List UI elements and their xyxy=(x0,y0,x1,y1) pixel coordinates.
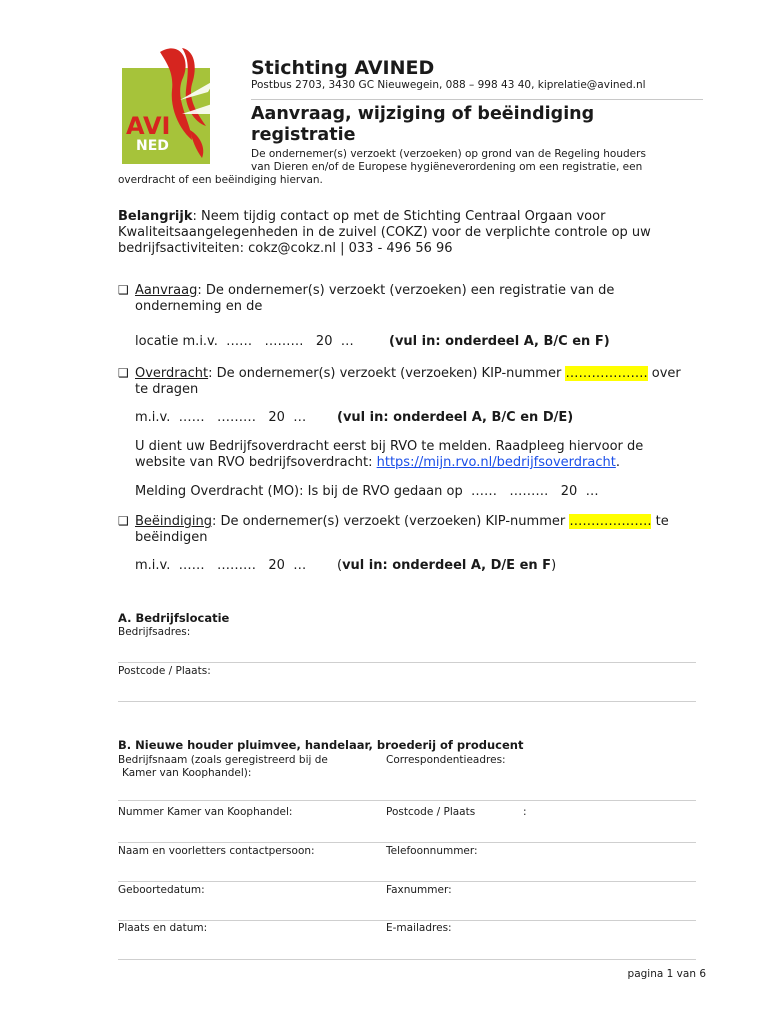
aanvraag-date: locatie m.i.v. …… ……… 20 … xyxy=(135,334,354,349)
bedrijfsnaam-field[interactable] xyxy=(118,800,696,801)
beeindiging-checkbox[interactable]: ❑ xyxy=(118,514,129,528)
correspondentieadres-label: Correspondentieadres: xyxy=(386,754,506,766)
beeindiging-text-2: beëindigen xyxy=(135,530,208,545)
beeindiging-fill-text: vul in: onderdeel A, D/E en F xyxy=(342,558,552,573)
intro-line-2: van Dieren en/of de Europese hygiëneverordening om een registratie, een xyxy=(251,161,643,173)
page-number: pagina 1 van 6 xyxy=(627,968,706,980)
overdracht-checkbox[interactable]: ❑ xyxy=(118,366,129,380)
bedrijfsadres-label: Bedrijfsadres: xyxy=(118,626,191,638)
section-b-heading: B. Nieuwe houder pluimvee, handelaar, broederij of producent xyxy=(118,738,524,752)
page-title: Aanvraag, wijziging of beëindiging registratie xyxy=(251,104,595,145)
beeindiging-date: m.i.v. …… ……… 20 … xyxy=(135,558,307,573)
beeindiging-kip-field[interactable]: ………………. xyxy=(569,514,652,529)
kvk-field[interactable] xyxy=(118,842,696,843)
fax-label: Faxnummer: xyxy=(386,884,452,896)
beeindiging-text-1: : De ondernemer(s) verzoekt (verzoeken) KIP-nummer xyxy=(211,514,566,529)
fill-paren-close: ) xyxy=(551,558,557,573)
intro-line-3: overdracht of een beëindiging hiervan. xyxy=(118,174,323,186)
postcode-colon: : xyxy=(523,806,527,818)
postcode-plaats-label: Postcode / Plaats: xyxy=(118,665,211,677)
postcode-plaats-b-label: Postcode / Plaats xyxy=(386,806,476,818)
bedrijfsnaam-label-cont: Kamer van Koophandel): xyxy=(122,767,252,779)
aanvraag-checkbox[interactable]: ❑ xyxy=(118,283,129,297)
intro-line-1: De ondernemer(s) verzoekt (verzoeken) op grond van de Regeling houders xyxy=(251,148,646,160)
aanvraag-fill-note: (vul in: onderdeel A, B/C en F) xyxy=(389,334,610,349)
beeindiging-text-after: te xyxy=(655,514,669,529)
overdracht-kip-field[interactable]: ………………. xyxy=(565,366,648,381)
plaats-datum-label: Plaats en datum: xyxy=(118,922,208,934)
rvo-text-2: website van RVO bedrijfsoverdracht: xyxy=(135,455,377,470)
rvo-text-1: U dient uw Bedrijfsoverdracht eerst bij RVO te melden. Raadpleeg hiervoor de xyxy=(135,439,644,454)
contactpersoon-field[interactable] xyxy=(118,881,696,882)
bedrijfsnaam-label: Bedrijfsnaam (zoals geregistreerd bij de xyxy=(118,754,328,766)
overdracht-date: m.i.v. …… ……… 20 … xyxy=(135,410,307,425)
overdracht-text-1: : De ondernemer(s) verzoekt (verzoeken) KIP-nummer xyxy=(208,366,562,381)
geboortedatum-label: Geboortedatum: xyxy=(118,884,205,896)
rvo-text-end: . xyxy=(615,455,620,470)
plaats-datum-field[interactable] xyxy=(118,959,696,960)
org-name: Stichting AVINED xyxy=(251,57,435,79)
logo-text-top: AVI xyxy=(126,112,171,140)
postcode-plaats-field[interactable] xyxy=(118,701,696,702)
logo-text-bottom: NED xyxy=(136,138,169,154)
contactpersoon-label: Naam en voorletters contactpersoon: xyxy=(118,845,315,857)
geboortedatum-field[interactable] xyxy=(118,920,696,921)
beeindiging-option xyxy=(135,514,710,546)
org-address: Postbus 2703, 3430 GC Nieuwegein, 088 – 998 43 40, kiprelatie@avined.nl xyxy=(251,79,646,91)
rvo-notice xyxy=(135,439,705,471)
fill-paren-open: ( xyxy=(337,558,343,573)
aanvraag-label: Aanvraag xyxy=(135,283,198,298)
beeindiging-label: Beëindiging xyxy=(135,514,212,529)
beeindiging-fill-note xyxy=(337,558,556,574)
aanvraag-text-2: onderneming en de xyxy=(135,299,263,314)
header-divider xyxy=(251,99,703,100)
kvk-label: Nummer Kamer van Koophandel: xyxy=(118,806,293,818)
overdracht-text-2: te dragen xyxy=(135,382,199,397)
section-a-heading: A. Bedrijfslocatie xyxy=(118,611,230,625)
rvo-link[interactable]: https://mijn.rvo.nl/bedrijfsoverdracht xyxy=(376,455,616,470)
telefoon-label: Telefoonnummer: xyxy=(386,845,478,857)
intro-text xyxy=(118,148,708,187)
important-label: Belangrijk xyxy=(118,209,193,224)
important-text: : Neem tijdig contact op met de Stichting Centraal Orgaan voor Kwaliteitsaangelegenheden in de zuivel (COKZ) voor de verplichte controle op uw bedrijfsactiviteiten: cokz@cokz.nl | 033 - 496 56 96 xyxy=(118,209,651,256)
bedrijfsadres-field[interactable] xyxy=(118,662,696,663)
overdracht-option xyxy=(135,366,710,398)
email-label: E-mailadres: xyxy=(386,922,452,934)
important-notice xyxy=(118,209,698,257)
aanvraag-text-1: : De ondernemer(s) verzoekt (verzoeken) een registratie van de xyxy=(197,283,615,298)
overdracht-fill-note: (vul in: onderdeel A, B/C en D/E) xyxy=(337,410,574,425)
aanvraag-option xyxy=(135,283,695,315)
overdracht-text-after: over xyxy=(651,366,681,381)
melding-overdracht: Melding Overdracht (MO): Is bij de RVO gedaan op …… ……… 20 … xyxy=(135,484,599,499)
overdracht-label: Overdracht xyxy=(135,366,209,381)
